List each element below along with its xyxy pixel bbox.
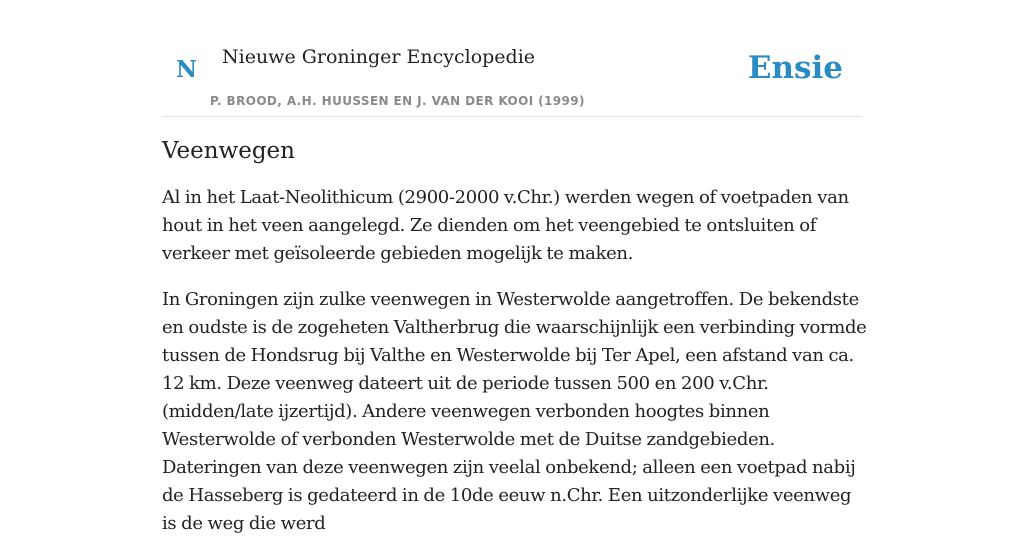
article bbox=[162, 138, 867, 556]
article-title: Veenwegen bbox=[162, 138, 295, 164]
article-paragraph-1: Al in het Laat-Neolithicum (2900-2000 v.Chr.) werden wegen of voetpaden van hout in het veen aangelegd. Ze dienden om het veengebied te ontsluiten of verkeer met geïsoleerde gebieden mogelijk te maken. bbox=[162, 187, 849, 264]
book-authors: P. BROOD, A.H. HUUSSEN EN J. VAN DER KOOI (1999) bbox=[210, 94, 585, 108]
book-title-link[interactable]: Nieuwe Groninger Encyclopedie bbox=[222, 46, 536, 68]
header bbox=[162, 0, 862, 117]
encyclopedia-logo-icon[interactable]: N bbox=[176, 56, 198, 83]
ensie-logo[interactable]: Ensie bbox=[747, 50, 843, 86]
article-paragraph-2: In Groningen zijn zulke veenwegen in Westerwolde aangetroffen. De bekendste en oudste is de zogeheten Valtherbrug die waarschijnlijk een verbinding vormde tussen de Hondsrug bij Valthe en Westerwolde bij Ter Apel, een afstand van ca. 12 km. Deze veenweg dateert uit de periode tussen 500 en 200 v.Chr. (midden/late ijzertijd). Andere veenwegen verbonden hoogtes binnen Westerwolde of verbonden Westerwolde met de Duitse zandgebieden. Dateringen van deze veenwegen zijn veelal onbekend; alleen een voetpad nabij de Hasseberg is gedateerd in de 10de eeuw n.Chr. Een uitzonderlijke veenweg is de weg die werd bbox=[162, 289, 867, 534]
